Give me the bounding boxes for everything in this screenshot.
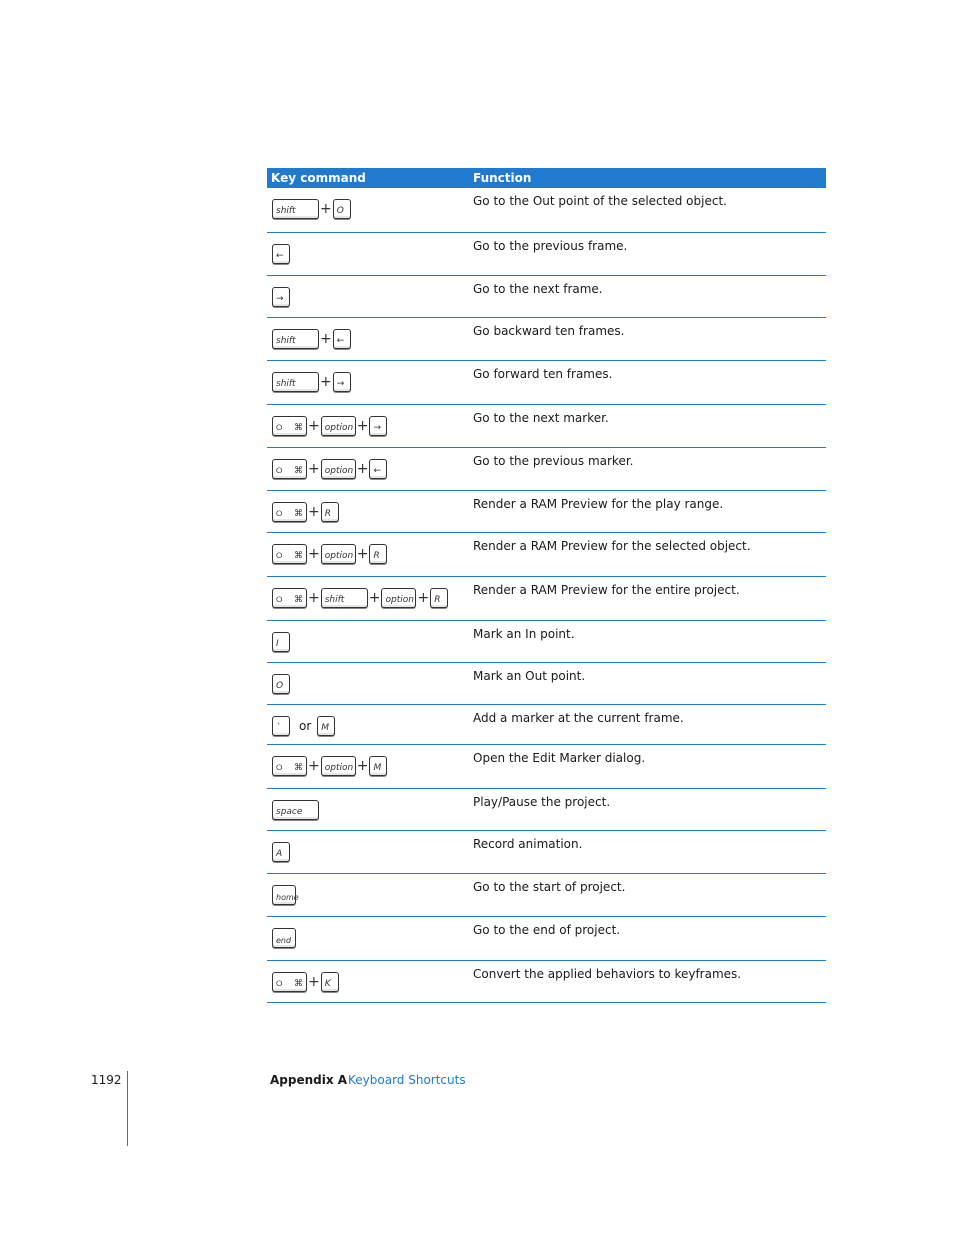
table-row	[267, 404, 826, 447]
function-description: Render a RAM Preview for the selected object.	[467, 532, 826, 576]
key-command-cell	[267, 620, 467, 662]
key-command-cell	[267, 317, 467, 360]
key-command-cell	[267, 960, 467, 1002]
r-key: R	[430, 588, 448, 608]
command-symbol: ⌘	[294, 762, 303, 773]
key-command-cell	[267, 576, 467, 620]
table-row	[267, 490, 826, 532]
m-key: M	[369, 756, 387, 776]
apple-icon: ⭘	[276, 422, 283, 432]
option-key: option	[321, 544, 356, 564]
command-key	[272, 416, 307, 436]
function-description: Mark an In point.	[467, 620, 826, 662]
key-combo	[272, 587, 467, 609]
right-arrow-key: →	[369, 416, 387, 436]
function-description: Go to the next marker.	[467, 404, 826, 447]
o-key: O	[333, 199, 351, 219]
command-key	[272, 502, 307, 522]
key-combo	[272, 371, 467, 393]
key-combo	[272, 971, 467, 993]
table-row	[267, 532, 826, 576]
key-combo	[272, 715, 467, 737]
plus-sign: +	[308, 589, 320, 606]
command-symbol: ⌘	[294, 422, 303, 433]
key-combo	[272, 755, 467, 777]
function-description: Go to the previous frame.	[467, 232, 826, 275]
key-combo	[272, 673, 467, 695]
shift-key: shift	[321, 588, 368, 608]
key-command-cell	[267, 188, 467, 232]
key-command-cell	[267, 744, 467, 788]
shift-key: shift	[272, 199, 319, 219]
table-row	[267, 788, 826, 830]
end-key: end	[272, 928, 296, 948]
function-description: Record animation.	[467, 830, 826, 873]
plus-sign: +	[356, 545, 369, 562]
key-combo	[272, 841, 467, 863]
r-key: R	[369, 544, 387, 564]
left-arrow-key: ←	[333, 329, 351, 349]
r-key: R	[321, 502, 339, 522]
command-symbol: ⌘	[294, 978, 303, 989]
table-row	[267, 360, 826, 404]
plus-sign: +	[417, 589, 430, 606]
key-command-cell	[267, 916, 467, 960]
function-description: Play/Pause the project.	[467, 788, 826, 830]
table-row	[267, 744, 826, 788]
option-key: option	[321, 416, 356, 436]
table-row	[267, 704, 826, 744]
command-key	[272, 544, 307, 564]
plus-sign: +	[308, 460, 320, 477]
command-key	[272, 756, 307, 776]
option-key: option	[381, 588, 416, 608]
table-row	[267, 275, 826, 317]
key-command-cell	[267, 532, 467, 576]
appendix-label: Appendix A	[270, 1073, 348, 1087]
table-body	[267, 188, 826, 1002]
table-row	[267, 188, 826, 232]
page-number: 1192	[91, 1073, 122, 1087]
right-arrow-key: →	[333, 372, 351, 392]
table-row	[267, 232, 826, 275]
plus-sign: +	[356, 757, 369, 774]
option-key: option	[321, 756, 356, 776]
plus-sign: +	[308, 757, 320, 774]
k-key: K	[321, 972, 339, 992]
table-row	[267, 662, 826, 704]
header-function: Function	[467, 168, 826, 188]
command-key	[272, 588, 307, 608]
key-command-cell	[267, 788, 467, 830]
function-description: Open the Edit Marker dialog.	[467, 744, 826, 788]
key-command-cell	[267, 360, 467, 404]
apple-icon: ⭘	[276, 465, 283, 475]
table-row	[267, 576, 826, 620]
command-symbol: ⌘	[294, 550, 303, 561]
shift-key: shift	[272, 329, 319, 349]
plus-sign: +	[320, 330, 332, 347]
i-key: I	[272, 632, 290, 652]
table-row	[267, 960, 826, 1002]
function-description: Render a RAM Preview for the play range.	[467, 490, 826, 532]
shift-key: shift	[272, 372, 319, 392]
table-row	[267, 873, 826, 916]
function-description: Go to the next frame.	[467, 275, 826, 317]
table-row	[267, 447, 826, 490]
right-arrow-key: →	[272, 287, 290, 307]
function-description: Go to the end of project.	[467, 916, 826, 960]
key-combo	[272, 543, 467, 565]
m-key: M	[317, 716, 335, 736]
plus-sign: +	[308, 545, 320, 562]
key-command-cell	[267, 873, 467, 916]
plus-sign: +	[308, 973, 320, 990]
function-description: Go to the Out point of the selected object.	[467, 188, 826, 232]
command-key	[272, 459, 307, 479]
function-description: Go backward ten frames.	[467, 317, 826, 360]
a-key: A	[272, 842, 290, 862]
plus-sign: +	[308, 417, 320, 434]
function-description: Go to the start of project.	[467, 873, 826, 916]
home-key: home	[272, 885, 296, 905]
key-command-cell	[267, 275, 467, 317]
key-command-cell	[267, 447, 467, 490]
key-combo	[272, 415, 467, 437]
table-header-row	[267, 168, 826, 188]
apple-icon: ⭘	[276, 550, 283, 560]
key-combo	[272, 286, 467, 308]
function-description: Add a marker at the current frame.	[467, 704, 826, 744]
key-combo	[272, 631, 467, 653]
space-key: space	[272, 800, 319, 820]
key-command-cell	[267, 490, 467, 532]
backtick-key: `	[272, 716, 290, 736]
key-combo	[272, 243, 467, 265]
table-row	[267, 916, 826, 960]
function-description: Mark an Out point.	[467, 662, 826, 704]
key-combo	[272, 927, 467, 949]
apple-icon: ⭘	[276, 762, 283, 772]
plus-sign: +	[356, 417, 369, 434]
key-combo	[272, 198, 467, 220]
apple-icon: ⭘	[276, 508, 283, 518]
table-row	[267, 830, 826, 873]
left-arrow-key: ←	[272, 244, 290, 264]
key-combo	[272, 884, 467, 906]
o-key: O	[272, 674, 290, 694]
command-symbol: ⌘	[294, 465, 303, 476]
plus-sign: +	[308, 503, 320, 520]
function-description: Convert the applied behaviors to keyframes.	[467, 960, 826, 1002]
footer-divider	[127, 1071, 128, 1146]
plus-sign: +	[320, 201, 332, 217]
left-arrow-key: ←	[369, 459, 387, 479]
key-combo	[272, 458, 467, 480]
command-symbol: ⌘	[294, 508, 303, 519]
key-command-cell	[267, 404, 467, 447]
option-key: option	[321, 459, 356, 479]
function-description: Go to the previous marker.	[467, 447, 826, 490]
plus-sign: +	[320, 373, 332, 390]
function-description: Go forward ten frames.	[467, 360, 826, 404]
key-command-cell	[267, 830, 467, 873]
key-command-cell	[267, 232, 467, 275]
shortcut-table	[267, 168, 826, 1003]
header-key-command: Key command	[267, 168, 467, 188]
key-combo	[272, 799, 467, 821]
function-description: Render a RAM Preview for the entire project.	[467, 576, 826, 620]
or-text: or	[299, 718, 312, 733]
plus-sign: +	[368, 589, 381, 606]
table-row	[267, 620, 826, 662]
command-symbol: ⌘	[294, 594, 303, 605]
key-command-cell	[267, 704, 467, 744]
section-title-link[interactable]: Keyboard Shortcuts	[348, 1073, 466, 1087]
key-combo	[272, 328, 467, 350]
command-key	[272, 972, 307, 992]
key-command-cell	[267, 662, 467, 704]
table-row	[267, 317, 826, 360]
apple-icon: ⭘	[276, 978, 283, 988]
apple-icon: ⭘	[276, 594, 283, 604]
plus-sign: +	[356, 460, 369, 477]
key-combo	[272, 501, 467, 523]
